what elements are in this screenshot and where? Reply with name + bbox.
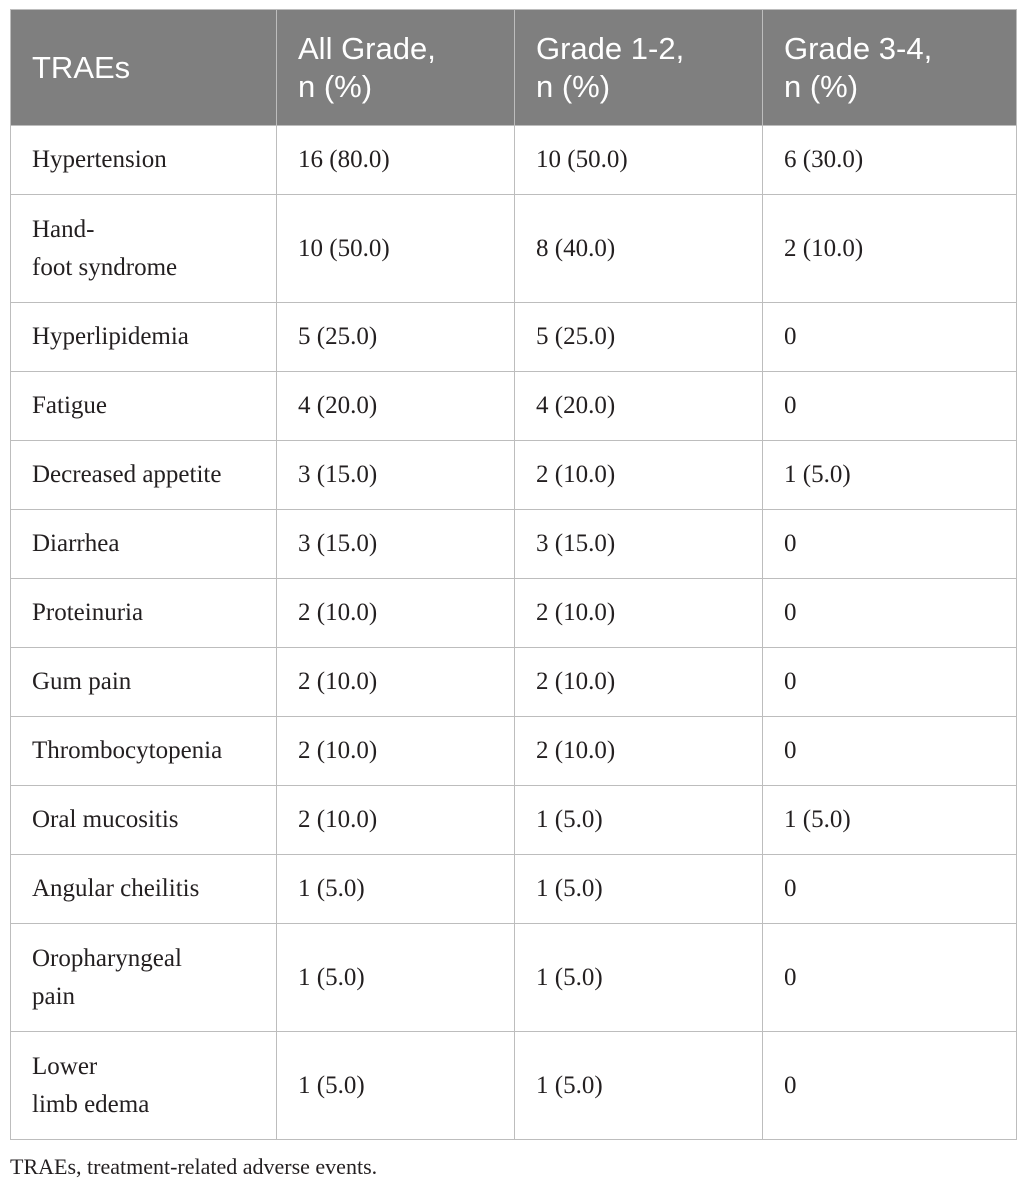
cell-all-grade: 2 (10.0): [277, 648, 515, 717]
table-row: [11, 195, 1017, 303]
table-row: [11, 855, 1017, 924]
cell-event-name: [11, 855, 277, 924]
cell-all-grade: 1 (5.0): [277, 1032, 515, 1140]
cell-event-name: [11, 1032, 277, 1140]
cell-event-name: [11, 126, 277, 195]
event-name-line: Oropharyngeal: [32, 944, 182, 972]
cell-event-name: [11, 303, 277, 372]
cell-event-name: [11, 924, 277, 1032]
event-name-line: Lower: [32, 1052, 98, 1080]
cell-event-name: [11, 510, 277, 579]
event-name-line: Oral mucositis: [32, 806, 179, 833]
cell-all-grade: 4 (20.0): [277, 372, 515, 441]
header-grade-3-4: [763, 10, 1017, 126]
cell-event-name: [11, 717, 277, 786]
cell-all-grade: 2 (10.0): [277, 717, 515, 786]
table-row: [11, 924, 1017, 1032]
cell-all-grade: 1 (5.0): [277, 855, 515, 924]
cell-grade-3-4: 0: [763, 372, 1017, 441]
table-row: [11, 1032, 1017, 1140]
cell-grade-1-2: 1 (5.0): [515, 924, 763, 1032]
event-name-line: Decreased appetite: [32, 461, 222, 488]
cell-event-name: [11, 786, 277, 855]
event-name-line: foot syndrome: [32, 253, 178, 281]
cell-all-grade: 2 (10.0): [277, 579, 515, 648]
event-name-line: Gum pain: [32, 668, 132, 695]
event-name-line: Fatigue: [32, 392, 107, 419]
cell-grade-1-2: 1 (5.0): [515, 855, 763, 924]
cell-grade-3-4: 0: [763, 1032, 1017, 1140]
event-name-line: Hand-: [32, 215, 95, 243]
adverse-events-table: [10, 9, 1017, 1140]
table-row: [11, 579, 1017, 648]
cell-event-name: [11, 372, 277, 441]
cell-grade-1-2: 5 (25.0): [515, 303, 763, 372]
cell-all-grade: 3 (15.0): [277, 510, 515, 579]
table-row: [11, 717, 1017, 786]
cell-grade-3-4: 0: [763, 855, 1017, 924]
cell-grade-3-4: 0: [763, 303, 1017, 372]
cell-grade-3-4: 0: [763, 648, 1017, 717]
event-name-line: Angular cheilitis: [32, 875, 200, 902]
header-grade-1-2: [515, 10, 763, 126]
cell-grade-3-4: 6 (30.0): [763, 126, 1017, 195]
table-row: [11, 441, 1017, 510]
header-line: n (%): [784, 68, 859, 104]
event-name-line: Thrombocytopenia: [32, 737, 223, 764]
cell-grade-3-4: 0: [763, 579, 1017, 648]
table-footnote: TRAEs, treatment-related adverse events.: [10, 1154, 378, 1179]
header-line: n (%): [536, 68, 611, 104]
cell-grade-1-2: 2 (10.0): [515, 579, 763, 648]
table-row: [11, 786, 1017, 855]
header-line: n (%): [298, 68, 373, 104]
cell-all-grade: 16 (80.0): [277, 126, 515, 195]
cell-grade-1-2: 2 (10.0): [515, 441, 763, 510]
cell-grade-3-4: 1 (5.0): [763, 441, 1017, 510]
cell-all-grade: 3 (15.0): [277, 441, 515, 510]
cell-grade-3-4: 0: [763, 717, 1017, 786]
header-line: TRAEs: [32, 49, 131, 85]
table-body: [11, 126, 1017, 1140]
header-line: Grade 3-4,: [784, 30, 933, 66]
table-header: [11, 10, 1017, 126]
cell-event-name: [11, 195, 277, 303]
cell-event-name: [11, 441, 277, 510]
cell-all-grade: 2 (10.0): [277, 786, 515, 855]
cell-grade-1-2: 10 (50.0): [515, 126, 763, 195]
cell-all-grade: 1 (5.0): [277, 924, 515, 1032]
table-row: [11, 648, 1017, 717]
table-row: [11, 510, 1017, 579]
table-row: [11, 303, 1017, 372]
cell-grade-1-2: 3 (15.0): [515, 510, 763, 579]
event-name-line: Hyperlipidemia: [32, 323, 189, 350]
event-name-line: pain: [32, 982, 76, 1010]
header-all-grade: [277, 10, 515, 126]
table-row: [11, 372, 1017, 441]
cell-grade-1-2: 4 (20.0): [515, 372, 763, 441]
header-line: Grade 1-2,: [536, 30, 685, 66]
cell-grade-1-2: 2 (10.0): [515, 717, 763, 786]
cell-grade-3-4: 1 (5.0): [763, 786, 1017, 855]
cell-event-name: [11, 648, 277, 717]
cell-all-grade: 10 (50.0): [277, 195, 515, 303]
cell-grade-3-4: 0: [763, 510, 1017, 579]
header-traes: [11, 10, 277, 126]
event-name-line: limb edema: [32, 1090, 150, 1118]
table-row: [11, 126, 1017, 195]
event-name-line: Diarrhea: [32, 530, 120, 557]
cell-grade-1-2: 1 (5.0): [515, 1032, 763, 1140]
header-line: All Grade,: [298, 30, 436, 66]
header-row: [11, 10, 1017, 126]
event-name-line: Hypertension: [32, 146, 167, 173]
cell-grade-1-2: 2 (10.0): [515, 648, 763, 717]
cell-grade-3-4: 2 (10.0): [763, 195, 1017, 303]
adverse-events-table-container: [10, 9, 1016, 1140]
cell-grade-3-4: 0: [763, 924, 1017, 1032]
cell-all-grade: 5 (25.0): [277, 303, 515, 372]
cell-grade-1-2: 1 (5.0): [515, 786, 763, 855]
event-name-line: Proteinuria: [32, 599, 144, 626]
cell-event-name: [11, 579, 277, 648]
cell-grade-1-2: 8 (40.0): [515, 195, 763, 303]
